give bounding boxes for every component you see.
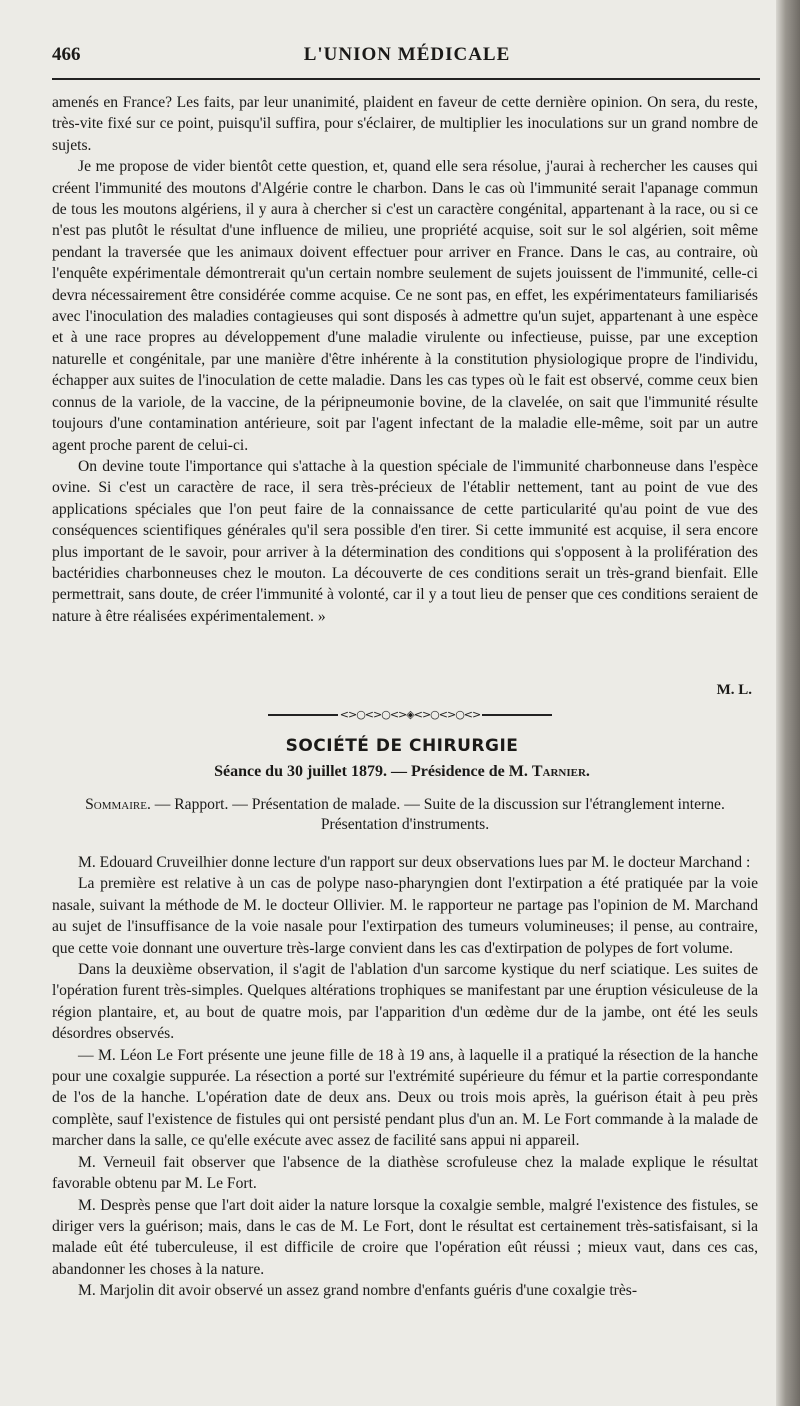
session-suffix: . <box>585 763 590 780</box>
running-title: L'UNION MÉDICALE <box>303 44 511 65</box>
paragraph: Je me propose de vider bientôt cette question, et, quand elle sera résolue, j'aurai à rechercher les causes qui créent l'immunité des moutons d'Algérie contre le charbon. Dans le cas où l'immunité serait l'apanage commun de tous les moutons algériens, il y aura à chercher si c'est un caractère congénital, appartenant à la race, ou si ce n'est pas plutôt le résultat d'une influence de milieu, une propriété acquise, soit sur le sol algérien, soit même pendant la traversée que les animaux doivent effectuer pour arriver en France. Dans le cas, au contraire, où l'enquête expérimentale démontrerait qu'un certain nombre seulement de sujets jouissent de l'immunité, celle-ci devra nécessairement être considérée comme acquise. Ce ne sont pas, en effet, les expérimentateurs familiarisés avec l'inoculation des maladies contagieuses qui sont disposés à admettre qu'un sujet, appartenant à une espèce et à une race propres au développement d'une maladie virulente ou infectieuse, puisse, par une exception naturelle et congénitale, par une manière d'être inhérente à la constitution physiologique propre de l'individu, échapper aux suites de l'inoculation de cette maladie. Dans les cas types où le fait est observé, comme ceux bien connus de la variole, de la vaccine, de la péripneumonie bovine, de la clavelée, on sait que l'immunité résulte toujours d'une contamination antérieure, soit par l'agent infectant de la maladie elle-même, soit par un autre agent proche parent de celui-ci. <box>52 158 758 454</box>
header-rule <box>52 78 760 80</box>
section-ornament <box>268 708 552 722</box>
paragraph: amenés en France? Les faits, par leur unanimité, plaident en faveur de cette dernière opinion. On sera, du reste, très-vite fixé sur ce point, puisqu'il suffira, pour s'éclairer, de multiplier les inoculations sur un grand nombre de sujets. <box>52 94 758 154</box>
paragraph: M. Verneuil fait observer que l'absence de la diathèse scrofuleuse chez la malade explique le résultat favorable obtenu par M. Le Fort. <box>52 1153 758 1193</box>
paragraph: — M. Léon Le Fort présente une jeune fille de 18 à 19 ans, à laquelle il a pratiqué la résection de la hanche pour une coxalgie suppurée. La résection a porté sur l'extrémité supérieure du fémur et la partie correspondante de l'os de la hanche. L'opération date de deux ans. Deux ou trois mois après, la guérison était à peu près complète, sauf l'existence de fistules qui ont persisté pendant plus d'un an. M. Le Fort commande à la malade de marcher dans la salle, ce qu'elle exécute avec assez de facilité sans appui ni appareil. <box>52 1046 758 1150</box>
paragraph: La première est relative à un cas de polype naso-pharyngien dont l'extirpation a été pratiquée par la voie nasale, suivant la méthode de M. le docteur Ollivier. M. le rapporteur ne partage pas l'opinion de M. Marchand au sujet de l'insuffisance de la voie nasale pour l'extirpation des tumeurs volumineuses; il pense, au contraire, que cette voie donnant une ouverture très-large convient dans les cas d'extirpation de polypes de fort volume. <box>52 875 758 957</box>
president-name: Tarnier <box>531 763 586 780</box>
summary <box>52 795 758 835</box>
section-title: SOCIÉTÉ DE CHIRURGIE <box>285 736 519 756</box>
paragraph: On devine toute l'importance qui s'attache à la question spéciale de l'immunité charbonneuse dans l'espèce ovine. Si c'est un caractère de race, il sera très-précieux de l'établir nettement, tant au point de vue des applications spéciales que l'on peut faire de la connaissance de cette particularité qu'au point de vue des conséquences scientifiques générales qu'il sera possible d'en tirer. Si cette immunité est acquise, il sera encore plus important de le savoir, pour arriver à la détermination des conditions qui s'opposent à la prolifération des bactéridies charbonneuses chez le mouton. La découverte de ces conditions serait un très-grand bienfait. Elle permettrait, sans doute, de créer l'immunité à volonté, car il y a tout lieu de penser que ces conditions seraient de nature à être réalisées expérimentalement. » <box>52 457 758 625</box>
paragraph: M. Desprès pense que l'art doit aider la nature lorsque la coxalgie semble, malgré l'existence des fistules, se diriger vers la guérison; mais, dans le cas de M. Le Fort, dont le résultat est certainement très-satisfaisant, si la malade eût été tuberculeuse, il est difficile de croire que l'opération eût réussi ; mieux vaut, dans ces cas, abandonner les choses à la nature. <box>52 1196 758 1278</box>
paragraph: M. Marjolin dit avoir observé un assez grand nombre d'enfants guéris d'une coxalgie très- <box>78 1282 638 1300</box>
ornament-knot: <>○<>○<>◈<>○<>○<> <box>339 708 481 721</box>
summary-text: — Rapport. — Présentation de malade. — Suite de la discussion sur l'étranglement interne. Présentation d'instruments. <box>150 796 725 833</box>
page-header <box>52 44 762 74</box>
article-continuation <box>52 92 758 627</box>
page-edge <box>776 0 800 1406</box>
paragraph: Dans la deuxième observation, il s'agit de l'ablation d'un sarcome kystique du nerf sciatique. Les suites de l'opération furent très-simples. Quelques altérations trophiques se manifestant par une éruption vésiculeuse de la région plantaire, et, au bout de quatre mois, par l'apparition d'un œdème dur de la jambe, ont été les seuls désordres observés. <box>52 961 758 1043</box>
summary-label: Sommaire. <box>85 796 151 813</box>
paragraph: M. Edouard Cruveilhier donne lecture d'un rapport sur deux observations lues par M. le docteur Marchand : <box>78 854 751 871</box>
session-prefix: Séance du 30 juillet 1879. — Présidence de M. <box>214 763 532 780</box>
page-number: 466 <box>52 44 81 65</box>
author-signature: M. L. <box>716 682 752 698</box>
session-report <box>52 852 758 1302</box>
session-line <box>52 763 752 781</box>
